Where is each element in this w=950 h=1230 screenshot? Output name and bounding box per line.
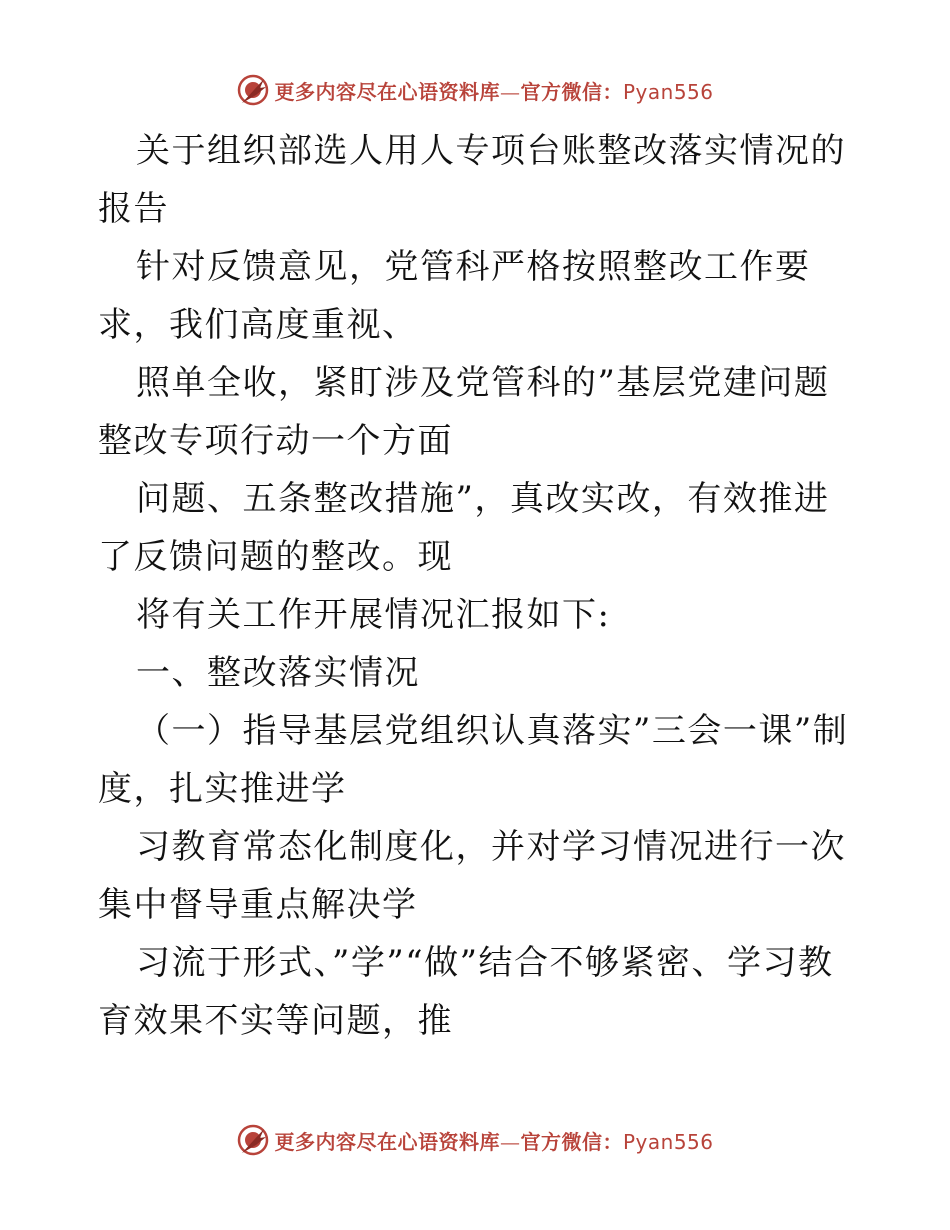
section-heading-1: 一、整改落实情况	[136, 653, 420, 693]
paragraph-7: 习教育常态化制度化，并对学习情况进行一次集中督导重点解决学	[98, 827, 846, 925]
banner-main-text: 更多内容尽在心语资料库	[274, 1129, 500, 1154]
feather-logo-icon	[236, 73, 270, 107]
banner-account-label: 官方微信：	[520, 79, 623, 104]
banner-separator: —	[499, 1129, 521, 1154]
banner-main-text: 更多内容尽在心语资料库	[274, 79, 500, 104]
footer-watermark-banner	[0, 1120, 950, 1160]
paragraph-6: （一）指导基层党组织认真落实”三会一课”制度，扎实推进学	[98, 711, 849, 809]
document-body	[98, 122, 858, 1050]
banner-account-label: 官方微信：	[520, 1129, 623, 1154]
banner-account-id: Pyan556	[622, 79, 714, 104]
paragraph-4: 将有关工作开展情况汇报如下:	[136, 595, 611, 635]
paragraph-3: 问题、五条整改措施”，真改实改，有效推进了反馈问题的整改。现	[98, 479, 830, 577]
feather-logo-icon	[236, 1123, 270, 1157]
banner-separator: —	[499, 79, 521, 104]
banner-account-id: Pyan556	[622, 1129, 714, 1154]
header-watermark-banner	[0, 70, 950, 110]
paragraph-1: 针对反馈意见，党管科严格按照整改工作要求，我们高度重视、	[98, 247, 811, 345]
paragraph-2: 照单全收，紧盯涉及党管科的”基层党建问题整改专项行动一个方面	[98, 363, 830, 461]
paragraph-8: 习流于形式、”学”“做”结合不够紧密、学习教育效果不实等问题，推	[98, 943, 834, 1041]
document-title: 关于组织部选人用人专项台账整改落实情况的报告	[98, 131, 846, 229]
